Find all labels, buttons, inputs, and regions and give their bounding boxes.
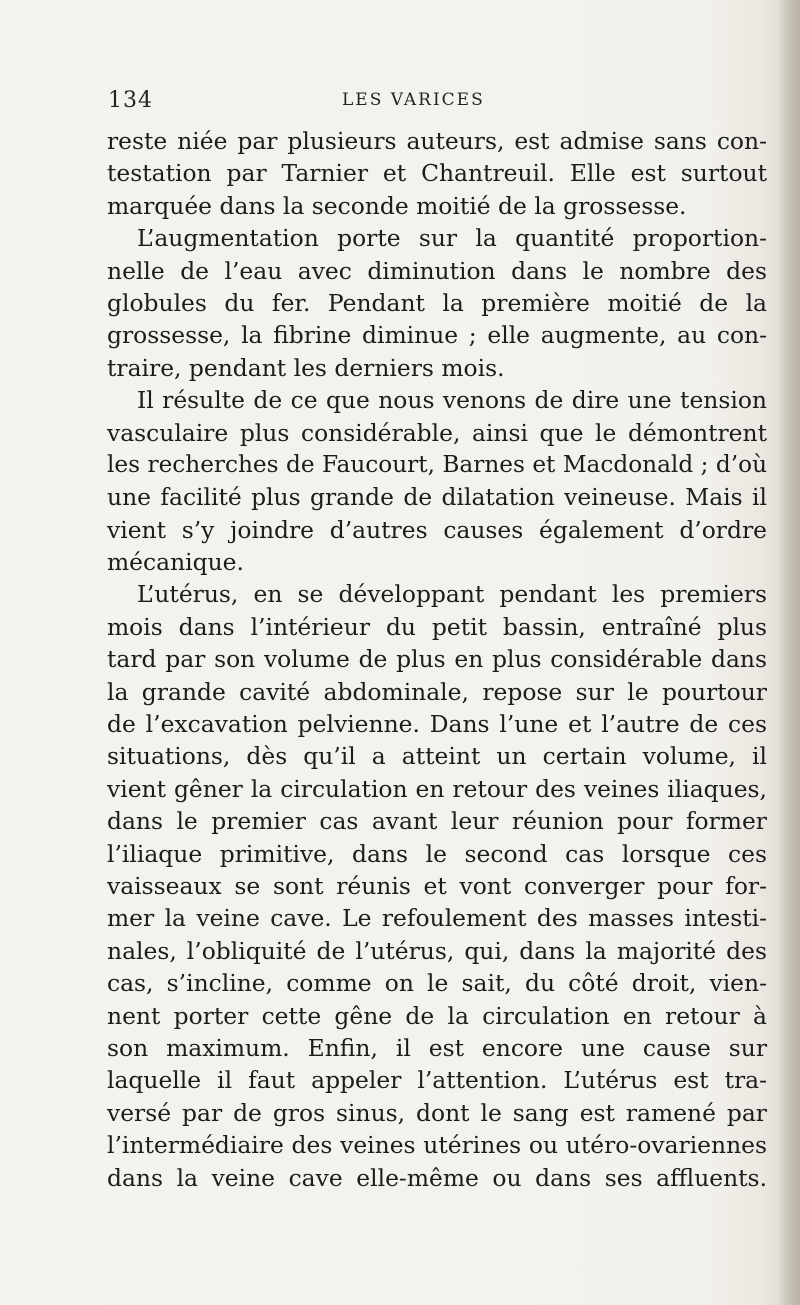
text-line: son maximum. Enfin, il est encore une cause sur bbox=[107, 1033, 767, 1062]
text-line: l’iliaque primitive, dans le second cas lorsque ces bbox=[107, 839, 767, 868]
page-header bbox=[108, 88, 758, 118]
text-line: l’intermédiaire des veines utérines ou utéro-ovariennes bbox=[107, 1131, 767, 1160]
text-line: mécanique. bbox=[107, 548, 244, 577]
text-line: vient s’y joindre d’autres causes également d’ordre bbox=[107, 515, 767, 544]
page-number: 134 bbox=[108, 88, 153, 113]
text-line: dans le premier cas avant leur réunion pour former bbox=[107, 807, 767, 836]
text-line: dans la veine cave elle-même ou dans ses affluents. bbox=[107, 1163, 767, 1192]
running-title: LES VARICES bbox=[342, 90, 485, 110]
text-line: nales, l’obliquité de l’utérus, qui, dans la majorité des bbox=[107, 936, 767, 965]
text-line: mer la veine cave. Le refoulement des masses intesti- bbox=[107, 904, 767, 933]
text-line: une facilité plus grande de dilatation veineuse. Mais il bbox=[107, 483, 767, 512]
text-line: traire, pendant les derniers mois. bbox=[107, 353, 505, 382]
text-line: la grande cavité abdominale, repose sur le pourtour bbox=[107, 677, 767, 706]
text-line: vaisseaux se sont réunis et vont converger pour for- bbox=[107, 871, 767, 900]
text-line: mois dans l’intérieur du petit bassin, entraîné plus bbox=[107, 612, 767, 641]
text-line: testation par Tarnier et Chantreuil. Elle est surtout bbox=[107, 159, 767, 188]
page-edge-shadow bbox=[778, 0, 800, 1305]
text-line: reste niée par plusieurs auteurs, est admise sans con- bbox=[107, 127, 767, 155]
text-line: les recherches de Faucourt, Barnes et Macdonald ; d’où bbox=[107, 450, 767, 478]
text-line: marquée dans la seconde moitié de la grossesse. bbox=[107, 191, 687, 220]
text-line: cas, s’incline, comme on le sait, du côté droit, vien- bbox=[107, 969, 767, 998]
body-text bbox=[107, 125, 767, 1194]
text-line: vient gêner la circulation en retour des veines iliaques, bbox=[107, 774, 767, 803]
text-line: situations, dès qu’il a atteint un certain volume, il bbox=[107, 742, 767, 771]
text-line: laquelle il faut appeler l’attention. L’utérus est tra- bbox=[107, 1066, 767, 1095]
text-line: nelle de l’eau avec diminution dans le nombre des bbox=[107, 256, 767, 285]
text-line: grossesse, la fibrine diminue ; elle augmente, au con- bbox=[107, 321, 767, 350]
text-line: L’augmentation porte sur la quantité proportion- bbox=[137, 224, 767, 253]
text-line: vasculaire plus considérable, ainsi que le démontrent bbox=[107, 418, 767, 447]
text-line: de l’excavation pelvienne. Dans l’une et l’autre de ces bbox=[107, 710, 767, 739]
text-line: L’utérus, en se développant pendant les premiers bbox=[137, 580, 767, 609]
text-line: nent porter cette gêne de la circulation en retour à bbox=[107, 1001, 767, 1030]
text-line: globules du fer. Pendant la première moitié de la bbox=[107, 288, 767, 317]
text-line: versé par de gros sinus, dont le sang est ramené par bbox=[107, 1098, 767, 1127]
text-line: tard par son volume de plus en plus considérable dans bbox=[107, 645, 767, 674]
text-line: Il résulte de ce que nous venons de dire une tension bbox=[137, 386, 767, 415]
